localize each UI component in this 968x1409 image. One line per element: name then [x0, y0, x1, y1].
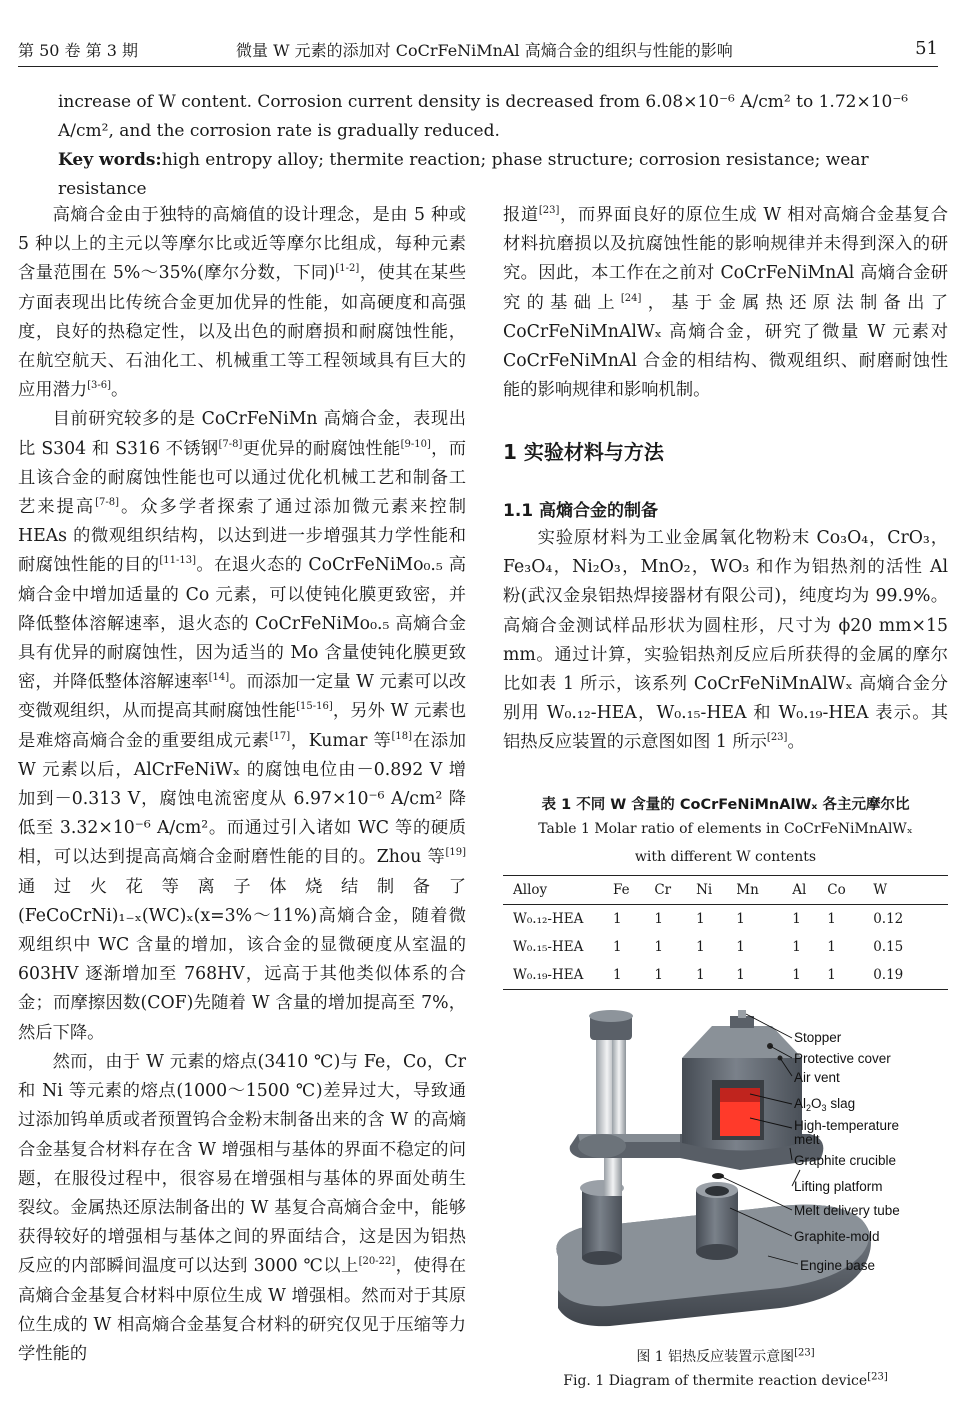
text-run: 报道: [503, 205, 539, 225]
text-run: 然而，由于 W 元素的熔点(3410 ℃)与 Fe，Co，Cr 和 Ni 等元素的熔点(1000～1500 ℃)差异过大，导致通过添加钨单质或者预置钨合金粉末制备出来的含 W 的高熵合金基复合材料存在含 W 增强相与基体的界面不稳定的问题，在服役过程中，很容易在增强相与基体的界面处萌生裂纹。金属热还原法制备出的 W 基复合高熵合金中，能够获得较好的增强相与基体之间的界面结合，这是因为铝热反应的内部瞬间温度可以达到 3000 ℃以上: [18, 1051, 466, 1277]
methods-text: [503, 524, 948, 758]
citation: [3-6]: [87, 380, 112, 392]
table-cell: 1: [696, 911, 705, 927]
running-title: 微量 W 元素的添加对 CoCrFeNiMnAl 高熵合金的组织与性能的影响: [236, 41, 733, 60]
table-cell: 1: [792, 939, 801, 955]
abstract-tail: [58, 88, 918, 204]
figure-caption-cn: [503, 1346, 948, 1366]
thermite-device-figure: [540, 1008, 920, 1330]
volume-issue: 第 50 卷 第 3 期: [18, 41, 138, 60]
citation: [15-16]: [296, 701, 333, 713]
text-run: ，Kumar 等: [290, 730, 392, 751]
label-air-vent: Air vent: [794, 1070, 840, 1085]
label-lifting: Lifting platform: [794, 1179, 883, 1194]
section-title: 1 实验材料与方法: [503, 440, 664, 464]
citation: [20-22]: [358, 1256, 396, 1268]
citation: [23]: [538, 205, 560, 217]
table-header-row: [503, 876, 948, 905]
header-cell: Alloy: [513, 882, 548, 898]
table-cell: 1: [736, 911, 745, 927]
molar-ratio-table: [503, 875, 948, 990]
text-run: ，使得在高熵合金基复合材料中原位生成 W 增强相。然而对于其原位生成的 W 相高熵合金基复合材料的研究仅见于压缩等力学性能的: [18, 1256, 466, 1364]
table-cell: 1: [613, 967, 622, 983]
table-cell: W₀.₁₅-HEA: [513, 939, 584, 955]
figure-caption-en: [503, 1373, 948, 1389]
table-cell: 1: [654, 939, 663, 955]
text-run: 更优异的耐腐蚀性能: [242, 438, 401, 459]
text-run: 。: [787, 732, 805, 753]
intro-paragraph-2: [18, 405, 466, 1047]
reaction-window: [712, 1080, 764, 1140]
label-mold: Graphite-mold: [794, 1229, 880, 1244]
abstract-line-1: increase of W content. Corrosion current density is decreased from 6.08×10⁻⁶ A/cm² to 1.72×10⁻⁶: [58, 92, 909, 112]
page-number: 51: [915, 38, 938, 59]
citation: [23]: [766, 732, 788, 744]
table-cell: 1: [736, 967, 745, 983]
text-run: 通过火花等离子体烧结制备了(FeCoCrNi)₁₋ₓ(WC)ₓ(x=3%～11%)高熵合金，随着微观组织中 WC 含量的增加，该合金的显微硬度从室温的 603HV 逐渐增加至 768HV，远高于其他类似体系的合金；而摩擦因数(COF)先随着 W 含量的增加提高至 7%，然后下降。: [18, 876, 466, 1043]
melt-delivery-tube: [712, 1173, 724, 1179]
label-slag: [794, 1096, 855, 1113]
table-cell: 1: [792, 911, 801, 927]
table-cell: 1: [827, 939, 836, 955]
citation: [7-8]: [95, 497, 120, 509]
table-caption-cn: 表 1 不同 W 含量的 CoCrFeNiMnAlWₓ 各主元摩尔比: [541, 797, 910, 813]
text-run: 在添加 W 元素以后，AlCrFeNiWₓ 的腐蚀电位由－0.892 V 增加到－0.313 V，腐蚀电流密度从 6.97×10⁻⁶ A/cm² 降低至 3.32×10⁻⁶ A/cm²。而通过引入诸如 WC 等的硬质相，可以达到提高高熵合金耐磨性能的目的。Zhou 等: [18, 730, 466, 868]
table-cell: 1: [792, 967, 801, 983]
table-cell: 1: [613, 939, 622, 955]
citation: [24]: [620, 292, 642, 304]
intro-paragraph-3: [18, 1048, 466, 1369]
right-column-top: [503, 201, 948, 405]
text-run: ，基于金属热还原法制备出了 CoCrFeNiMnAlWₓ 高熵合金，研究了微量 W 元素对 CoCrFeNiMnAl 合金的相结构、微观组织、耐磨耐蚀性能的影响规律和影响机制。: [503, 292, 948, 401]
text-run: 实验原材料为工业金属氧化物粉末 Co₃O₄，CrO₃，Fe₃O₄，Ni₂O₃，MnO₂，WO₃ 和作为铝热剂的活性 Al 粉(武汉金泉铝热焊接器材有限公司)，纯度均为 99.9%。高熵合金测试样品形状为圆柱形，尺寸为 ϕ20 mm×15 mm。通过计算，实验铝热剂反应后所获得的金属的摩尔比如表 1 所示，该系列 CoCrFeNiMnAlWₓ 高熵合金分别用 W₀.₁₂-HEA，W₀.₁₅-HEA 和 W₀.₁₉-HEA 表示。其铝热反应装置的示意图如图 1 所示: [503, 528, 948, 753]
header-cell: Al: [792, 882, 807, 898]
label-slag-part: 2: [806, 1103, 812, 1113]
table-cell: 0.12: [873, 911, 904, 927]
label-slag-part: slag: [826, 1096, 856, 1111]
intro-paragraph-1: [18, 201, 466, 405]
table-row: [503, 961, 948, 990]
left-column: [18, 201, 466, 1369]
citation: [19]: [445, 847, 466, 859]
label-slag-part: O: [811, 1096, 822, 1111]
table-cell: W₀.₁₂-HEA: [513, 911, 584, 927]
label-base: Engine base: [800, 1258, 876, 1273]
table-cell: 0.19: [873, 967, 904, 983]
table-cell: 1: [654, 967, 663, 983]
intro-paragraph-continued: [503, 201, 948, 405]
text-run: ，使其在某些方面表现出比传统合金更加优异的性能，如高硬度和高强度，良好的热稳定性，以及出色的耐磨损和耐腐蚀性能，在航空航天、石油化工、机械重工等工程领域具有巨大的应用潜力: [18, 263, 466, 401]
text-run: 。在退火态的 CoCrFeNiMo₀.₅ 高熵合金中增加适量的 Co 元素，可以使钝化膜更致密，并降低整体溶解速率，退火态的 CoCrFeNiMo₀.₅ 高熵合金具有优异的耐腐蚀性，因为适当的 Mo 含量使钝化膜更致密，并降低整体溶解速率: [18, 555, 466, 693]
table-cell: 1: [827, 967, 836, 983]
text-run: ，而且该合金的耐腐蚀性能也可以通过优化机械工艺和制备工艺来提高: [18, 438, 466, 518]
methods-paragraph: [503, 524, 948, 758]
table-cell: 0.15: [873, 939, 904, 955]
text-run: 。而添加一定量 W 元素可以改变微观组织，从而提高其耐腐蚀性能: [18, 672, 466, 722]
label-slag-part: 3: [821, 1103, 827, 1113]
label-melt-2: melt: [794, 1132, 820, 1147]
table-row: [503, 905, 948, 934]
table-cell: 1: [827, 911, 836, 927]
label-protective-cover: Protective cover: [794, 1051, 891, 1066]
table-cell: 1: [654, 911, 663, 927]
table-cell: 1: [696, 967, 705, 983]
table-cell: 1: [696, 939, 705, 955]
label-stopper: Stopper: [794, 1030, 842, 1045]
header-cell: Ni: [696, 882, 713, 898]
table-caption-en-1: Table 1 Molar ratio of elements in CoCrFeNiMnAlWₓ: [538, 821, 913, 837]
keywords-label: Key words:: [58, 150, 162, 170]
keywords-text: high entropy alloy; thermite reaction; phase structure; corrosion resistance; wear resistance: [58, 150, 869, 199]
text-run: ，另外 W 元素也是难熔高熵合金的重要组成元素: [18, 701, 466, 751]
citation: [23]: [867, 1371, 888, 1383]
running-header: [18, 38, 938, 62]
text-run: 图 1 铝热反应装置示意图: [636, 1349, 795, 1365]
citation: [11-13]: [159, 555, 197, 567]
keywords: [58, 146, 918, 204]
label-crucible: Graphite crucible: [794, 1153, 897, 1168]
label-melt-1: High-temperature: [794, 1118, 900, 1133]
subsection-title: 1.1 高熵合金的制备: [503, 501, 659, 521]
table-row: [503, 933, 948, 961]
text-run: Fig. 1 Diagram of thermite reaction device: [563, 1373, 868, 1389]
text-run: 目前研究较多的是 CoCrFeNiMn 高熵合金，表现出比 S304 和 S316 不锈钢: [18, 409, 466, 459]
citation: [17]: [269, 730, 291, 742]
citation: [23]: [794, 1347, 815, 1359]
table-cell: 1: [613, 911, 622, 927]
header-cell: Cr: [654, 882, 672, 898]
label-tube: Melt delivery tube: [794, 1203, 900, 1218]
citation: [9-10]: [400, 438, 431, 450]
text-run: ，而界面良好的原位生成 W 相对高熵合金基复合材料抗磨损以及抗腐蚀性能的影响规律并未得到深入的研究。因此，本工作在之前对 CoCrFeNiMnAl 高熵合金研究的基础上: [503, 205, 948, 313]
text-run: 。众多学者探索了通过添加微元素来控制 HEAs 的微观组织结构，以达到进一步增强其力学性能和耐腐蚀性能的目的: [18, 497, 466, 576]
header-cell: Mn: [736, 882, 759, 898]
header-cell: Fe: [613, 882, 630, 898]
abstract-line-2: A/cm², and the corrosion rate is gradually reduced.: [58, 121, 500, 141]
header-rule: [18, 66, 938, 67]
citation: [18]: [391, 730, 413, 742]
citation: [7-8]: [218, 438, 243, 450]
graphite-mold: [696, 1182, 738, 1260]
table-cell: 1: [736, 939, 745, 955]
table-caption-en-2: with different W contents: [634, 849, 817, 865]
citation: [1-2]: [335, 263, 360, 275]
citation: [14]: [208, 672, 230, 684]
table-cell: W₀.₁₉-HEA: [513, 967, 584, 983]
header-cell: W: [873, 882, 888, 898]
text-run: 。: [111, 380, 129, 401]
header-cell: Co: [827, 882, 846, 898]
label-slag-part: Al: [794, 1096, 807, 1111]
text-run: 高熵合金由于独特的高熵值的设计理念，是由 5 种或 5 种以上的主元以等摩尔比或近等摩尔比组成，每种元素含量范围在 5%～35%(摩尔分数，下同): [18, 205, 466, 284]
